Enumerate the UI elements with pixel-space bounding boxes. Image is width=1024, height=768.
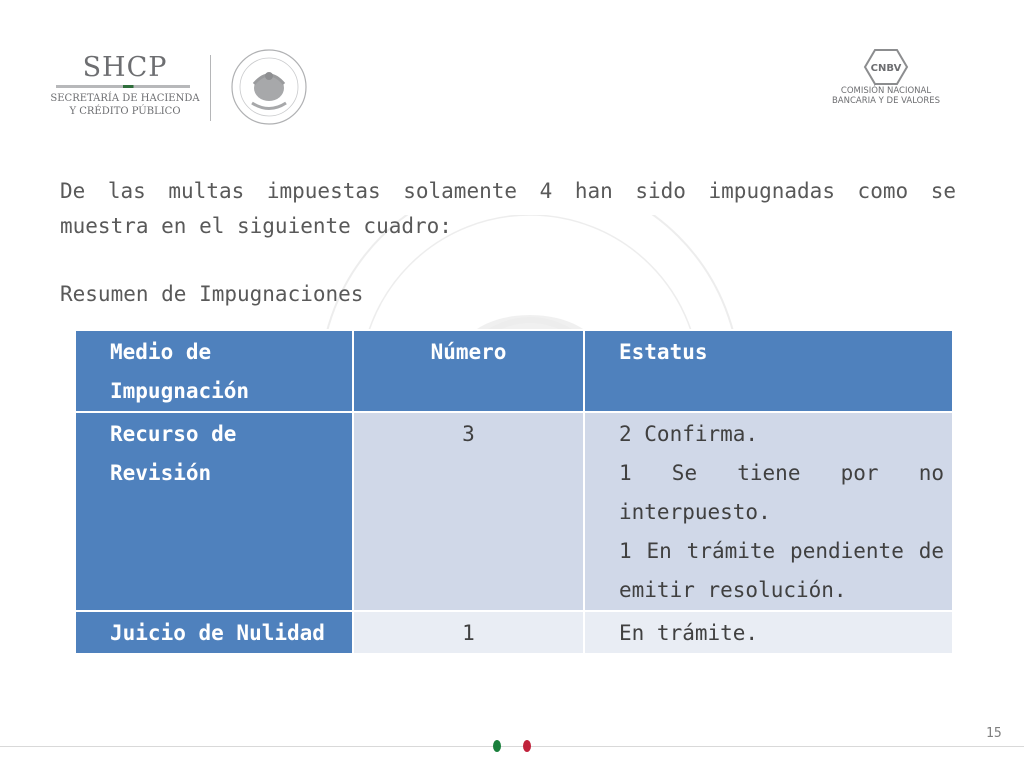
cnbv-logo xyxy=(828,48,944,106)
shcp-logo xyxy=(50,52,200,118)
red-dot-icon xyxy=(523,740,531,752)
table-header-row xyxy=(75,330,953,412)
status-line: 1 Se tiene por no interpuesto. xyxy=(619,461,944,524)
cell-medio: Recurso de Revisión xyxy=(75,412,353,611)
shcp-color-rule xyxy=(56,85,190,88)
header-numero: Número xyxy=(353,330,584,412)
table-row xyxy=(75,611,953,654)
cnbv-line-2: BANCARIA Y DE VALORES xyxy=(831,96,941,106)
mexico-seal-icon xyxy=(230,48,308,126)
shcp-line-1: SECRETARÍA DE HACIENDA xyxy=(50,93,200,104)
status-line: En trámite. xyxy=(619,621,759,645)
green-dot-icon xyxy=(493,740,501,752)
logo-separator xyxy=(210,55,211,121)
cell-estatus xyxy=(584,412,953,611)
cell-medio: Juicio de Nulidad xyxy=(75,611,353,654)
cnbv-line-1: COMISIÓN NACIONAL xyxy=(840,86,932,96)
page-number: 15 xyxy=(986,726,1002,741)
cnbv-abbr: CNBV xyxy=(870,63,902,74)
header-medio: Medio de Impugnación xyxy=(75,330,353,412)
section-subtitle: Resumen de Impugnaciones xyxy=(60,282,364,306)
cnbv-hexagon-icon xyxy=(863,48,909,86)
shcp-line-2: Y CRÉDITO PÚBLICO xyxy=(69,106,181,117)
cell-numero: 1 xyxy=(353,611,584,654)
table-row xyxy=(75,412,953,611)
header-estatus: Estatus xyxy=(584,330,953,412)
impugnaciones-table xyxy=(74,329,954,655)
status-line: 1 En trámite pendiente de emitir resolución. xyxy=(619,539,944,602)
cell-estatus xyxy=(584,611,953,654)
footer-dots xyxy=(493,740,531,752)
cell-numero: 3 xyxy=(353,412,584,611)
status-line: 2 Confirma. xyxy=(619,422,759,446)
intro-paragraph: De las multas impuestas solamente 4 han sido impugnadas como se muestra en el siguiente cuadro: xyxy=(60,179,956,238)
shcp-abbr: SHCP xyxy=(82,52,168,83)
